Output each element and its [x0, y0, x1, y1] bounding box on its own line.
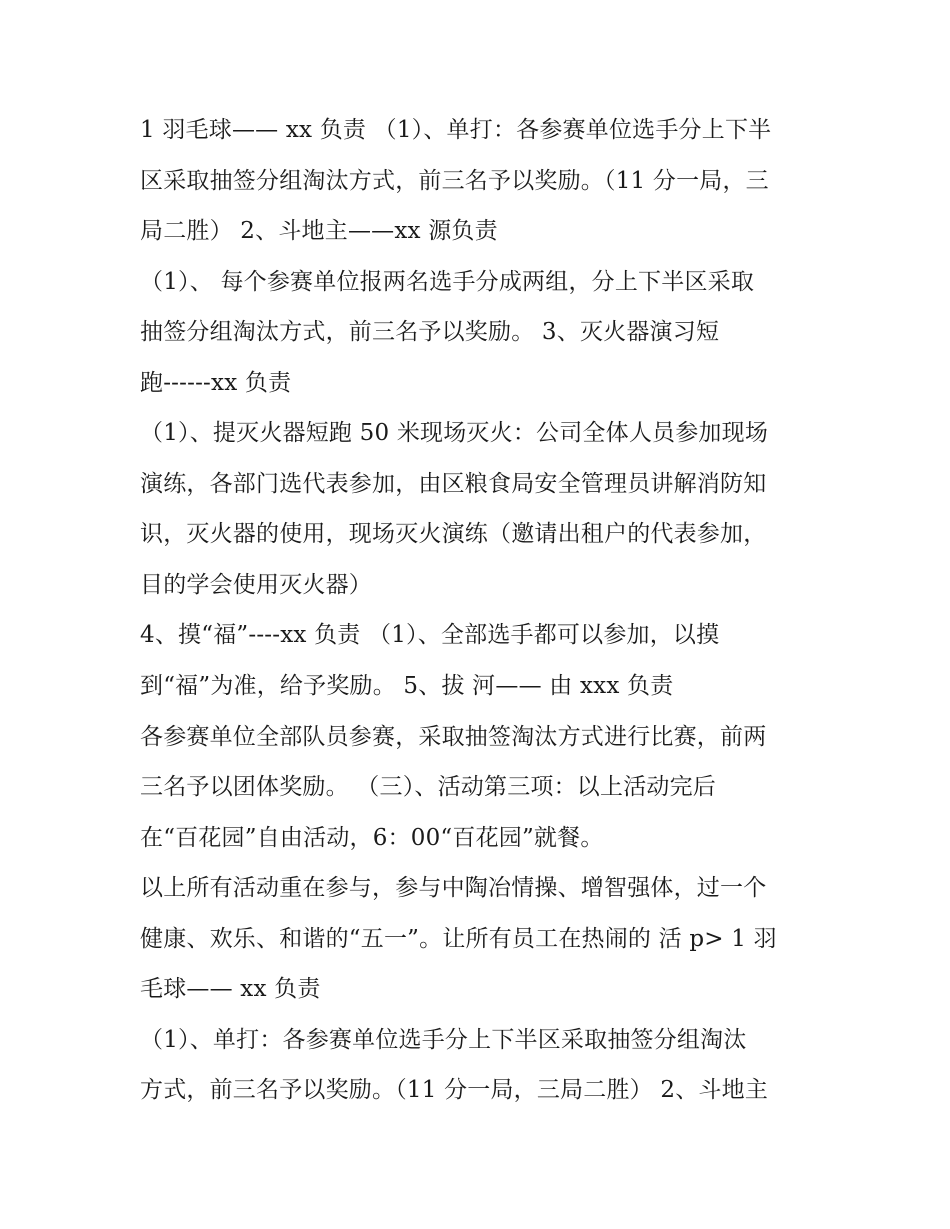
text-line: 识，灭火器的使用，现场灭火演练（邀请出租户的代表参加，	[140, 521, 767, 547]
text-line: 在“百花园”自由活动，6：00“百花园”就餐。	[140, 825, 604, 851]
text-line: 三名予以团体奖励。 （三）、活动第三项：以上活动完后	[140, 774, 717, 800]
text-line: （1）、提灭火器短跑 50 米现场灭火：公司全体人员参加现场	[140, 420, 769, 446]
text-line: 方式，前三名予以奖励。（11 分一局，三局二胜） 2、斗地主	[140, 1077, 769, 1103]
text-line: 区采取抽签分组淘汰方式，前三名予以奖励。（11 分一局，三	[140, 168, 769, 194]
text-line: 1 羽毛球—— xx 负责 （1）、单打：各参赛单位选手分上下半	[140, 117, 772, 143]
text-line: 以上所有活动重在参与，参与中陶冶情操、增智强体，过一个	[140, 875, 767, 901]
text-line: 抽签分组淘汰方式，前三名予以奖励。 3、灭火器演习短	[140, 319, 720, 345]
text-line: 4、摸“福”----xx 负责 （1）、全部选手都可以参加，以摸	[140, 622, 720, 648]
text-line: 各参赛单位全部队员参赛，采取抽签淘汰方式进行比赛，前两	[140, 724, 767, 750]
text-line: 演练，各部门选代表参加，由区粮食局安全管理员讲解消防知	[140, 471, 767, 497]
text-line: 毛球—— xx 负责	[140, 976, 321, 1002]
text-line: 局二胜） 2、斗地主——xx 源负责	[140, 218, 498, 244]
text-line: 跑------xx 负责	[140, 370, 292, 396]
text-line: 到“福”为准，给予奖励。 5、拔 河—— 由 xxx 负责	[140, 673, 674, 699]
text-line: 目的学会使用灭火器）	[140, 572, 372, 598]
text-line: （1）、 每个参赛单位报两名选手分成两组，分上下半区采取	[140, 269, 755, 295]
text-line: 健康、欢乐、和谐的“五一”。让所有员工在热闹的 活 p> 1 羽	[140, 926, 777, 952]
text-line: （1）、单打：各参赛单位选手分上下半区采取抽签分组淘汰	[140, 1027, 747, 1053]
